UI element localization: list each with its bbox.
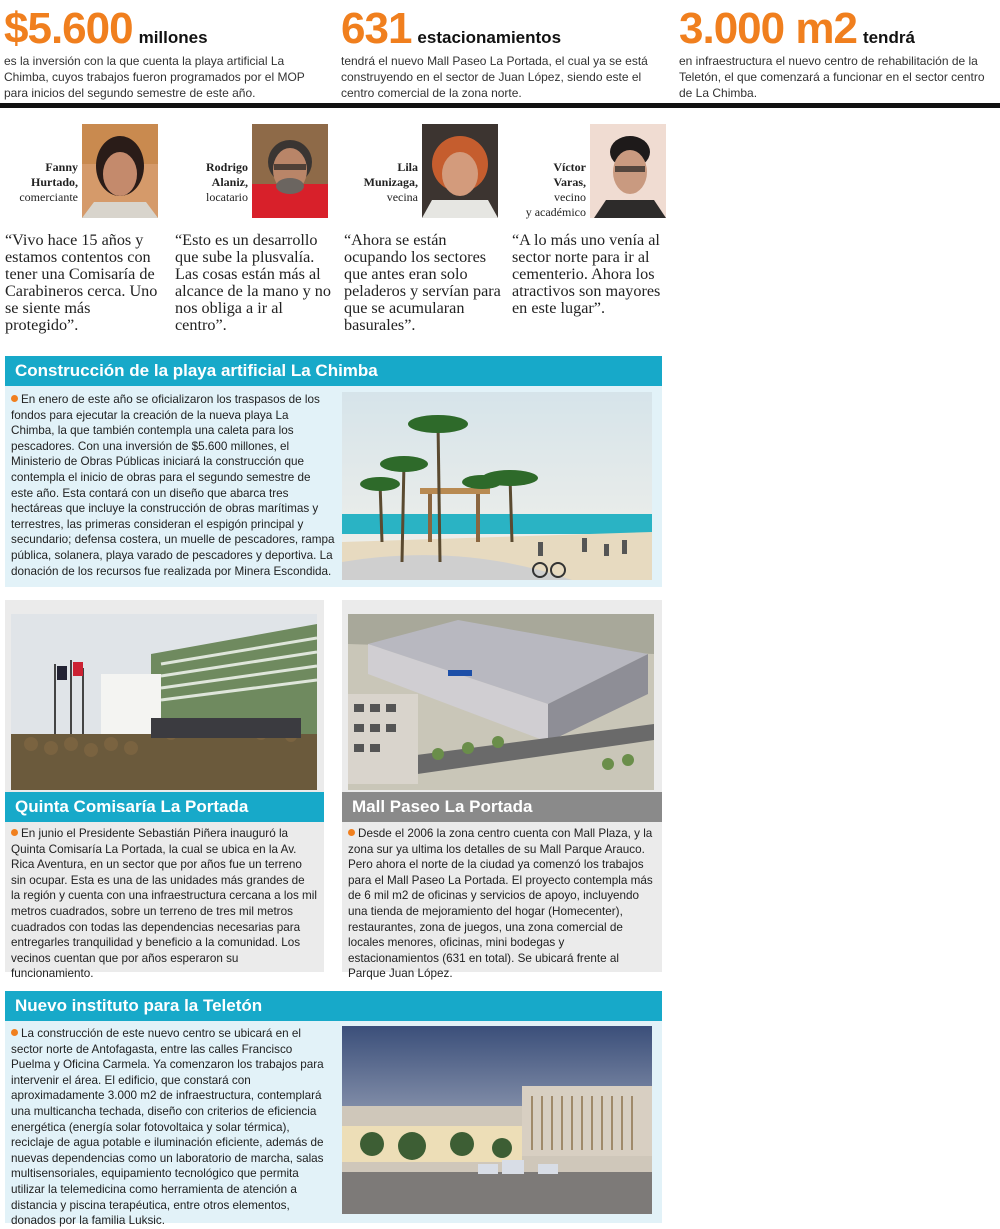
- person-card: [0, 124, 160, 220]
- bullet-icon: [348, 829, 355, 836]
- bullet-icon: [11, 395, 18, 402]
- quote-text: “Ahora se están ocupando los sectores que antes eran solo peladeros y servían para que se acumularan basurales”.: [344, 231, 501, 334]
- person-name: Víctor Varas, vecino y académico: [525, 160, 586, 219]
- person-card: [340, 124, 500, 220]
- stat-description: en infraestructura el nuevo centro de rehabilitación de la Teletón, el que comenzará a funcionar en el sector centro de La Chimba.: [679, 54, 985, 100]
- person-name: Rodrigo Alaniz, locatario: [206, 160, 248, 204]
- teleton-building-rendering-image: [342, 1026, 652, 1214]
- quote-text: “Esto es un desarrollo que sube la plusvalía. Las cosas están más al alcance de la mano y no nos obliga a ir al centro”.: [175, 231, 331, 334]
- quote-text: “Vivo hace 15 años y estamos contentos con tener una Comisaría de Carabineros cerca. Uno se siente más protegido”.: [5, 231, 158, 334]
- stat-description: tendrá el nuevo Mall Paseo La Portada, el cual ya se está construyendo en el sector de Juan López, siendo este el centro comercial de la zona norte.: [341, 54, 648, 100]
- mall-rendering-image: [348, 614, 654, 790]
- section-title-playa: Construcción de la playa artificial La Chimba: [5, 356, 662, 386]
- quote-text: “A lo más uno venía al sector norte para ir al cementerio. Ahora los atractivos son mayores en este lugar”.: [512, 231, 661, 317]
- portrait-photo: [422, 124, 498, 218]
- stat-inversion: [4, 6, 322, 101]
- section-body-teleton: La construcción de este nuevo centro se ubicará en el sector norte de Antofagasta, entre las calles Francisco Puelma y Oficina Carmela. Ya comenzaron los trabajos para intervenir el área. El edificio, que constará con aproximadamente 3.000 m2 de infraestructura, contemplará una multicancha techada, diseño con criterios de eficiencia energética (energía solar fotovoltaica y solar térmica), reciclaje de agua potable e iluminación eficiente, además de nuevas dependencias como un laboratorio de marcha, salas multisensoriales, equipamiento tecnológico que permita utilizar la telemedicina como herramienta de atención a distancia y piscina terapéutica, entre otros elementos, donados por la familia Luksic.: [11, 1027, 324, 1228]
- person-card: [170, 124, 330, 220]
- bullet-icon: [11, 1029, 18, 1036]
- stat-unit: estacionamientos: [417, 28, 562, 47]
- person-name: Lila Munizaga, vecina: [363, 160, 418, 204]
- stat-unit: millones: [138, 28, 208, 47]
- stat-metros: [679, 6, 997, 101]
- portrait-photo: [252, 124, 328, 218]
- police-station-photo: [11, 614, 317, 790]
- stat-number: 631: [341, 4, 412, 53]
- bullet-icon: [11, 829, 18, 836]
- beach-rendering-image: [342, 392, 652, 580]
- top-divider: [0, 103, 1000, 108]
- section-title-mall: Mall Paseo La Portada: [342, 792, 662, 822]
- section-title-comisaria: Quinta Comisaría La Portada: [5, 792, 324, 822]
- stat-unit: tendrá: [862, 28, 915, 47]
- person-card: [508, 124, 668, 220]
- stat-number: $5.600: [4, 4, 133, 53]
- portrait-photo: [590, 124, 666, 218]
- portrait-photo: [82, 124, 158, 218]
- stat-number: 3.000 m2: [679, 4, 857, 53]
- person-name: Fanny Hurtado, comerciante: [19, 160, 78, 204]
- section-body-playa: En enero de este año se oficializaron los traspasos de los fondos para ejecutar la creación de la nueva playa La Chimba, la que también contempla una caleta para los pescadores. Con una inversión de $5.600 millones, el Ministerio de Obras Públicas iniciará la construcción que contempla el inicio de obras para el segundo semestre de este año. Esta contará con un diseño que abarca tres hectáreas que incluye la construcción de obras marítimas y terrestres, las primeras consideran el espigón principal y secundario; defensa costera, un muelle de pescadores, rampa pública, solanera, playa varado de pescadores y deportiva. La donación de los recursos fue realizada por Minera Escondida.: [11, 393, 335, 578]
- stat-description: es la inversión con la que cuenta la playa artificial La Chimba, cuyos trabajos fueron programados por el MOP para inicios del segundo semestre de este año.: [4, 54, 305, 100]
- stat-estacionamientos: [341, 6, 659, 101]
- section-title-teleton: Nuevo instituto para la Teletón: [5, 991, 662, 1021]
- section-body-comisaria: En junio el Presidente Sebastián Piñera inauguró la Quinta Comisaría La Portada, la cual se ubica en la Av. Rica Aventura, en un sector que por años fue un terreno sin ocupar. Esta es una de las unidades más grandes de la región y cuenta con una infraestructura cercana a los mil metros cuadrados, sobre un terreno de tres mil metros cuadrados con todas las dependencias necesarias para entregarles tranquilidad y beneficio a la comunidad. Los vecinos cuentan que por años esperaron su funcionamiento.: [11, 827, 317, 981]
- section-body-mall: Desde el 2006 la zona centro cuenta con Mall Plaza, y la zona sur ya ultima los detalles de su Mall Parque Arauco. Pero ahora el norte de la ciudad ya comenzó los trabajos para el Mall Paseo La Portada. El proyecto contempla más de 6 mil m2 de oficinas y servicios de apoyo, incluyendo una tienda de mejoramiento del hogar (Homecenter), restaurantes, zona de juegos, una zona comercial de locales menores, oficinas, mini bodegas y estacionamientos (631 en total). Se ubicará frente al Parque Juan López.: [348, 827, 653, 981]
